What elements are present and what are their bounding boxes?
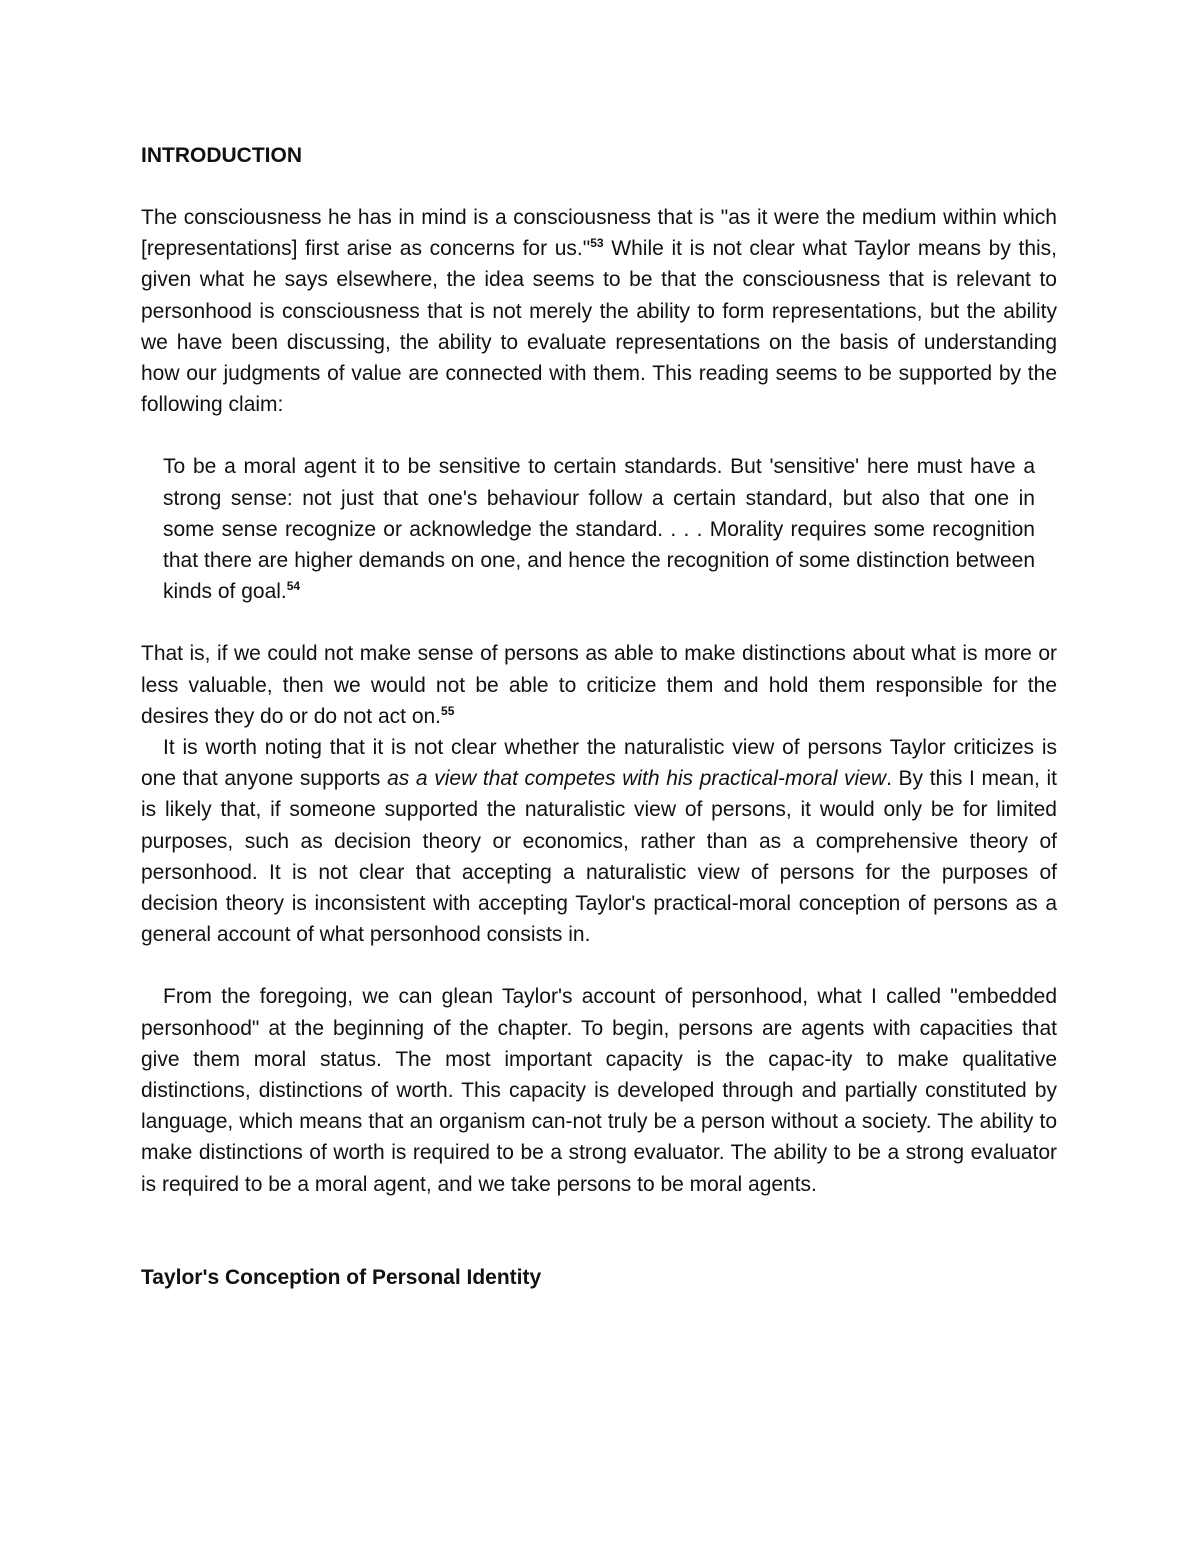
block-quote (163, 451, 1035, 607)
spacer (141, 1200, 1057, 1262)
spacer (141, 171, 1057, 202)
spacer (141, 950, 1057, 981)
spacer (141, 607, 1057, 638)
italic-phrase: as a view that competes with his practical-moral view (387, 767, 887, 791)
paragraph-text: It is worth noting that it is not clear whether the naturalistic view of persons Taylor criticizes is one that anyone supports (141, 736, 1057, 791)
paragraph-that-is (141, 638, 1057, 732)
paragraph-text: The consciousness he has in mind is a consciousness that is "as it were the medium within which [representations] first arise as concerns for us." (141, 206, 1057, 261)
introduction-heading: INTRODUCTION (141, 144, 302, 167)
paragraph-text: That is, if we could not make sense of persons as able to make distinctions about what is more or less valuable, then we would not be able to criticize them and hold them responsible for the desires they do or do not act on. (141, 642, 1057, 728)
paragraph-naturalistic-view (141, 732, 1057, 950)
paragraph-consciousness (141, 202, 1057, 420)
paragraph-text: While it is not clear what Taylor means by this, given what he says elsewhere, the idea seems to be that the consciousness that is relevant to personhood is consciousness that is not merely the ability to form representations, but the ability we have been discussing, the ability to evaluate representations on the basis of understanding how our judgments of value are connected with them. This reading seems to be supported by the following claim: (141, 237, 1058, 417)
footnote-ref-53[interactable]: 53 (590, 236, 604, 251)
quote-text: To be a moral agent it to be sensitive to certain standards. But 'sensitive' here must have a strong sense: not just that one's behaviour follow a certain standard, but also that one in some sense recognize or acknowledge the standard. . . . Morality requires some recognition that there are higher demands on one, and hence the recognition of some distinction between kinds of goal. (163, 455, 1035, 604)
footnote-ref-55[interactable]: 55 (441, 703, 455, 718)
section-heading-personal-identity: Taylor's Conception of Personal Identity (141, 1265, 542, 1289)
paragraph-foregoing (141, 981, 1057, 1199)
footnote-ref-54[interactable]: 54 (286, 579, 301, 594)
spacer (141, 420, 1057, 451)
paragraph-text: . By this I mean, it is likely that, if someone supported the naturalistic view of persons, it would only be for limited purposes, such as decision theory or economics, rather than as a comprehensive theory of personhood. It is not clear that accepting a naturalistic view of persons for the purposes of decision theory is inconsistent with accepting Taylor's practical-moral conception of persons as a general account of what personhood consists in. (141, 767, 1057, 947)
paragraph-text: From the foregoing, we can glean Taylor's account of personhood, what I called "embedded personhood" at the beginning of the chapter. To begin, persons are agents with capacities that give them moral status. The most important capacity is the capac-ity to make qualitative distinctions, distinctions of worth. This capacity is developed through and partially constituted by language, which means that an organism can-not truly be a person without a society. The ability to make distinctions of worth is required to be a strong evaluator. The ability to be a strong evaluator is required to be a moral agent, and we take persons to be moral agents. (141, 985, 1057, 1196)
document-body (141, 140, 1057, 1293)
